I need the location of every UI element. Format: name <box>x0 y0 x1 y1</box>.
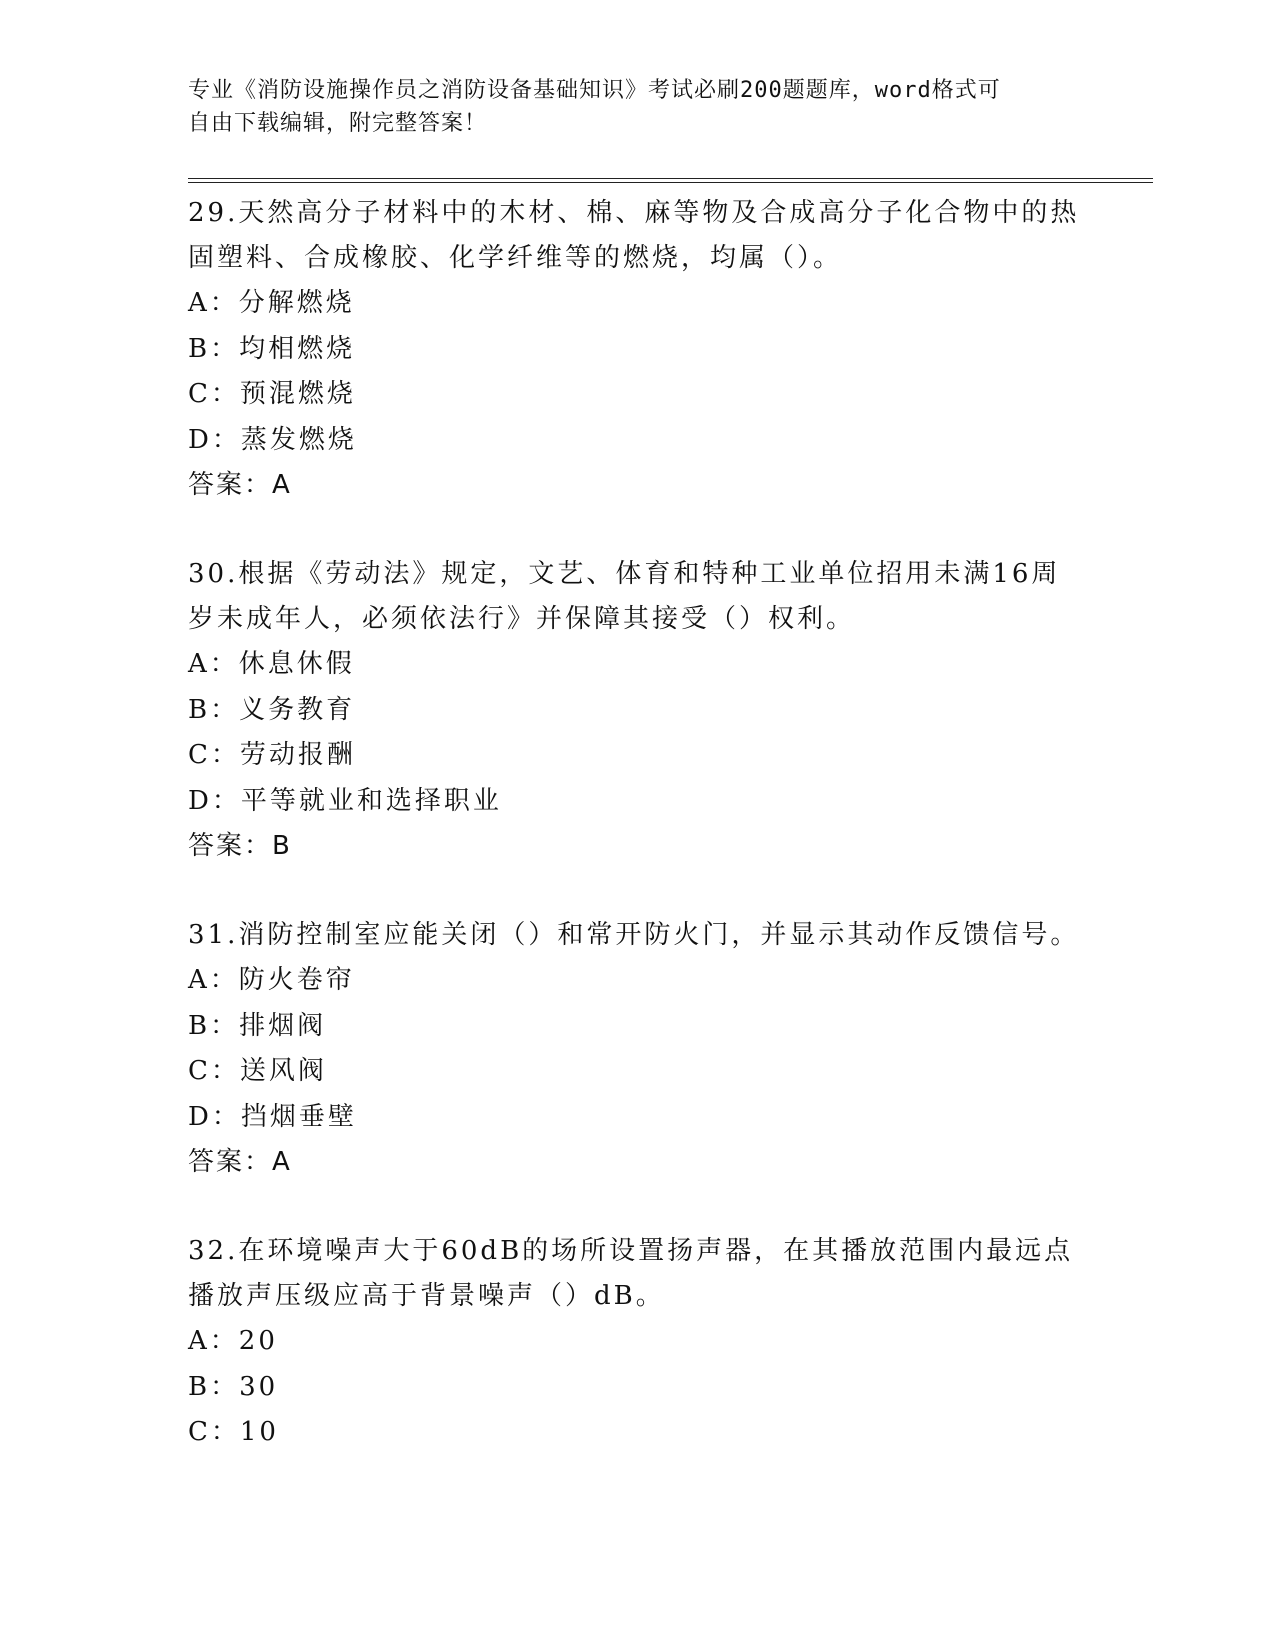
option-d: D：挡烟垂壁 <box>188 1101 357 1132</box>
option-b: B：30 <box>188 1371 279 1402</box>
question-29 <box>188 191 1088 508</box>
option-c: C：送风阀 <box>188 1056 327 1086</box>
question-text: 30.根据《劳动法》规定，文艺、体育和特种工业单位招用未满16周岁未成年人，必须依法行》并保障其接受（）权利。 <box>188 559 1061 634</box>
document-header <box>188 74 1088 140</box>
question-text: 29.天然高分子材料中的木材、棉、麻等物及合成高分子化合物中的热固塑料、合成橡胶、化学纤维等的燃烧，均属（）。 <box>188 198 1080 273</box>
option-c: C：10 <box>188 1417 279 1447</box>
header-line-1: 专业《消防设施操作员之消防设备基础知识》考试必刷200题题库，word格式可 <box>188 78 1001 103</box>
option-c: C：预混燃烧 <box>188 379 356 409</box>
question-text: 31.消防控制室应能关闭（）和常开防火门，并显示其动作反馈信号。 <box>188 920 1080 950</box>
question-30 <box>188 552 1088 869</box>
question-31 <box>188 913 1088 1185</box>
option-c: C：劳动报酬 <box>188 740 356 770</box>
answer-line: 答案：B <box>188 831 292 861</box>
question-32 <box>188 1229 1088 1456</box>
option-a: A：防火卷帘 <box>188 965 355 995</box>
option-d: D：蒸发燃烧 <box>188 424 357 455</box>
question-list <box>188 191 1088 1500</box>
header-divider <box>188 178 1153 183</box>
option-d: D：平等就业和选择职业 <box>188 785 502 816</box>
header-line-2: 自由下载编辑，附完整答案！ <box>188 111 488 136</box>
option-b: B：排烟阀 <box>188 1010 327 1041</box>
answer-line: 答案：A <box>188 470 292 500</box>
option-b: B：义务教育 <box>188 694 356 725</box>
option-b: B：均相燃烧 <box>188 333 356 364</box>
option-a: A：分解燃烧 <box>188 288 355 318</box>
question-text: 32.在环境噪声大于60dB的场所设置扬声器，在其播放范围内最远点播放声压级应高于背景噪声（）dB。 <box>188 1236 1074 1311</box>
answer-line: 答案：A <box>188 1147 292 1177</box>
option-a: A：20 <box>188 1326 278 1356</box>
option-a: A：休息休假 <box>188 649 355 679</box>
